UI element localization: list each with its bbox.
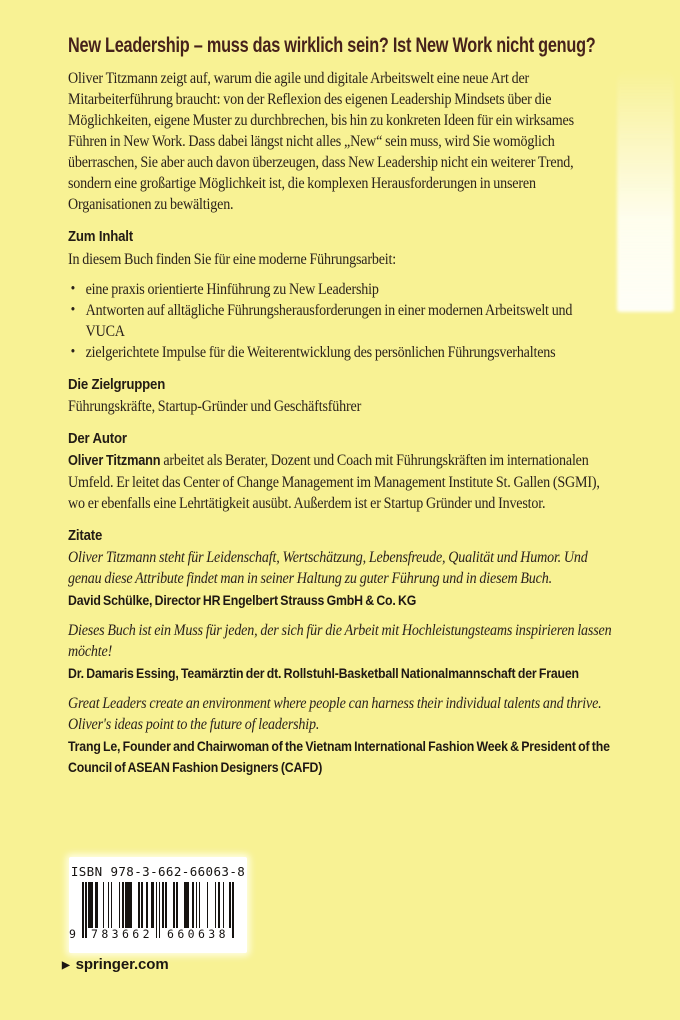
page-title-text: New Leadership – muss das wirklich sein? Ist New Work nicht genug? xyxy=(68,34,596,57)
barcode-digits-left: 783662 xyxy=(89,928,155,941)
intro-paragraph: Oliver Titzmann zeigt auf, warum die agile und digitale Arbeitswelt eine neue Art der Mitarbeiterführung braucht: von der Reflexion des eigenen Leadership Mindsets über die Möglichkeiten, eigene Muster zu durchbrechen, bis hin zu konkreten Ideen für ein wirksames Führen in New Work. Dass dabei längst nicht alles „New“ sein muss, wird Sie womöglich überraschen, Sie aber auch davon überzeugen, dass New Leadership nicht ein weiterer Trend, sondern eine großartige Möglichkeit ist, die komplexen Herausforderungen in unseren Organisationen zu bewältigen. xyxy=(68,70,574,213)
bullet-icon: • xyxy=(70,344,76,360)
quote-attribution: David Schülke, Director HR Engelbert Strauss GmbH & Co. KG xyxy=(68,592,417,608)
list-item-text: zielgerichtete Impulse für die Weiterentwicklung des persönlichen Führungsverhaltens xyxy=(85,344,556,361)
publisher-link xyxy=(62,956,169,973)
quote-block xyxy=(68,620,613,684)
section-heading-autor: Der Autor xyxy=(68,430,127,447)
section-zitate xyxy=(68,526,613,778)
quote-attribution: Dr. Damaris Essing, Teamärztin der dt. Rollstuhl-Basketball Nationalmannschaft der Frauen xyxy=(68,665,579,681)
cover-glare-highlight xyxy=(617,68,674,312)
quote-text: Oliver Titzmann steht für Leidenschaft, Wertschätzung, Lebensfreude, Qualität und Humor. Und genau diese Attribute findet man in seiner Haltung zu guter Führung und in diesem Buch. xyxy=(68,549,588,587)
isbn-barcode-panel xyxy=(69,857,247,953)
author-paragraph xyxy=(68,450,613,514)
list-item-text: eine praxis orientierte Hinführung zu New Leadership xyxy=(85,281,379,298)
quote-block xyxy=(68,547,613,611)
publisher-url-text: springer.com xyxy=(75,956,169,973)
inhalt-lead: In diesem Buch finden Sie für eine moderne Führungsarbeit: xyxy=(68,251,397,268)
list-item xyxy=(68,300,613,342)
author-name: Oliver Titzmann xyxy=(68,453,161,469)
isbn-label: ISBN 978-3-662-66063-8 xyxy=(70,864,246,879)
section-heading-zitate: Zitate xyxy=(68,527,103,544)
list-item xyxy=(68,279,613,300)
section-zielgruppen xyxy=(68,375,613,417)
barcode-digits-right: 660638 xyxy=(165,928,231,941)
quote-text: Dieses Buch ist ein Muss für jeden, der sich für die Arbeit mit Hochleistungsteams inspirieren lassen möchte! xyxy=(68,622,612,660)
list-item-text: Antworten auf alltägliche Führungsherausforderungen in einer modernen Arbeitswelt und VUCA xyxy=(85,302,573,340)
play-arrow-icon: ▶ xyxy=(62,960,70,971)
bullet-icon: • xyxy=(70,302,76,318)
page-title xyxy=(68,35,613,57)
section-zum-inhalt xyxy=(68,227,613,363)
list-item xyxy=(68,342,613,363)
section-heading-zum-inhalt: Zum Inhalt xyxy=(68,228,133,245)
inhalt-bullet-list xyxy=(68,279,613,363)
barcode-digit-first: 9 xyxy=(69,927,76,941)
back-cover-text xyxy=(68,30,613,778)
bullet-icon: • xyxy=(70,281,76,297)
section-autor xyxy=(68,429,613,514)
quote-block xyxy=(68,693,613,778)
section-heading-zielgruppen: Die Zielgruppen xyxy=(68,376,166,393)
quote-text: Great Leaders create an environment where people can harness their individual talents and thrive. Oliver's ideas point to the future of leadership. xyxy=(68,695,602,733)
zielgruppen-text: Führungskräfte, Startup-Gründer und Geschäftsführer xyxy=(68,398,362,415)
quote-attribution: Trang Le, Founder and Chairwoman of the Vietnam International Fashion Week & President of the Council of ASEAN Fashion Designers (CAFD) xyxy=(68,738,610,775)
ean13-barcode xyxy=(69,882,234,941)
author-bio-text: arbeitet als Berater, Dozent und Coach mit Führungskräften im internationalen Umfeld. Er leitet das Center of Change Management im Management Institute St. Gallen (SGMI), wo er ebenfalls eine Lehrtätigkeit ausübt. Außerdem ist er Startup Gründer und Investor. xyxy=(68,452,600,512)
